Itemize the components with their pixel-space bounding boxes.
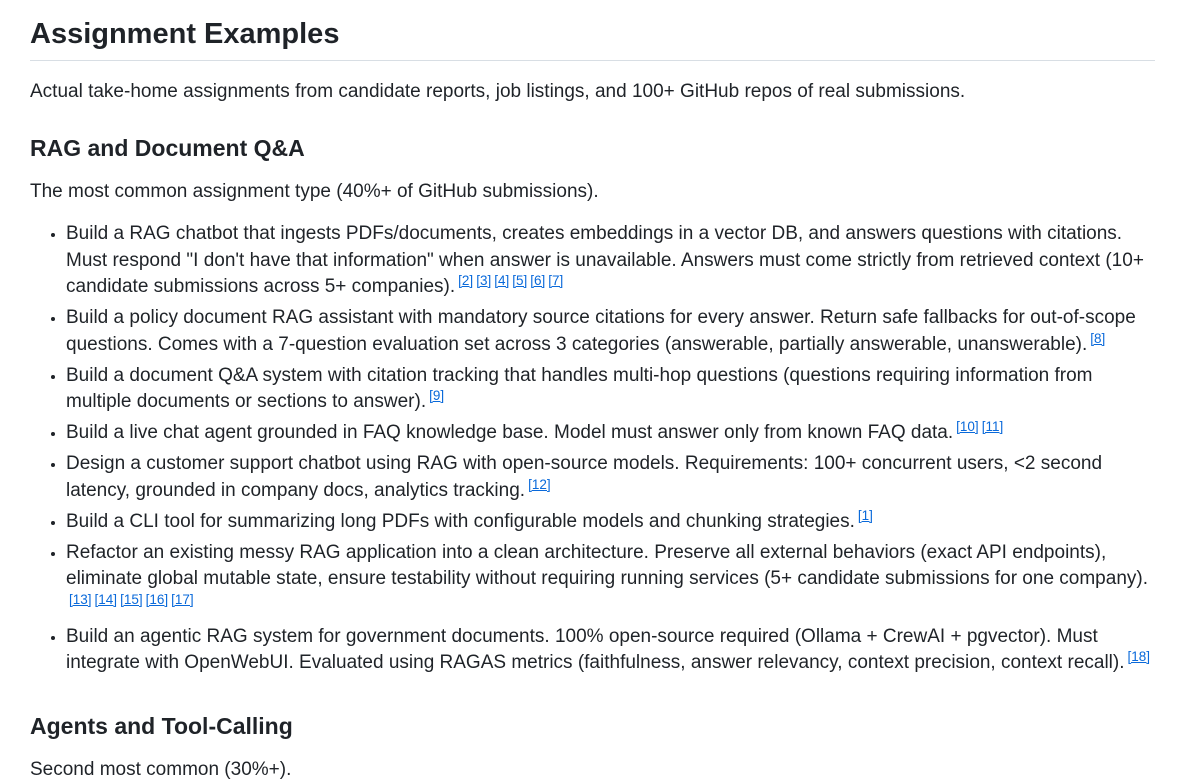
- list-item-text: Build a document Q&A system with citation tracking that handles multi-hop questions (questions requiring information from multiple documents or sections to answer).: [66, 364, 1093, 412]
- citation-link[interactable]: [12]: [528, 476, 551, 492]
- section-heading-rag: RAG and Document Q&A: [30, 135, 305, 161]
- citation-link[interactable]: [4]: [494, 273, 510, 288]
- citation-link[interactable]: [17]: [171, 591, 194, 607]
- list-item-text: Build a policy document RAG assistant with mandatory source citations for every answer. Return safe fallbacks for out-of-scope questions. Comes with a 7-question evaluation set across 3 categories (answerable, partially answerable, unanswerable).: [66, 307, 1136, 355]
- list-item-text: Build a live chat agent grounded in FAQ knowledge base. Model must answer only from known FAQ data.: [66, 422, 954, 443]
- citation-link[interactable]: [18]: [1127, 649, 1151, 664]
- list-item-text: Refactor an existing messy RAG application into a clean architecture. Preserve all external behaviors (exact API endpoints), eliminate global mutable state, ensure testability without requiring running services (5+ candidate submissions for one company).: [66, 541, 1148, 589]
- section-lead-agents: Second most common (30%+).: [30, 758, 292, 780]
- intro-paragraph: Actual take-home assignments from candidate reports, job listings, and 100+ GitHub repos of real submissions.: [30, 81, 966, 102]
- citation-link[interactable]: [16]: [145, 591, 169, 607]
- citation-link[interactable]: [13]: [69, 591, 92, 607]
- list-item-text: Build a RAG chatbot that ingests PDFs/documents, creates embeddings in a vector DB, and answers questions with citations. Must respond "I don't have that information" when answer is unavailable. Answers must come strictly from retrieved context (10+ candidate submissions across 5+ companies).: [66, 223, 1144, 297]
- citation-link[interactable]: [14]: [94, 591, 118, 607]
- list-item-text: Build an agentic RAG system for government documents. 100% open-source required (Ollama + CrewAI + pgvector). Must integrate with OpenWebUI. Evaluated using RAGAS metrics (faithfulness, answer relevancy, context precision, context recall).: [66, 625, 1125, 673]
- assignment-list: [30, 221, 1155, 677]
- citation-link[interactable]: [9]: [429, 388, 445, 403]
- list-item: [66, 624, 1155, 677]
- citation-link[interactable]: [5]: [512, 273, 528, 288]
- citation-link[interactable]: [1]: [857, 507, 873, 523]
- citation-link[interactable]: [2]: [458, 273, 474, 288]
- list-item-text: Design a customer support chatbot using RAG with open-source models. Requirements: 100+ concurrent users, <2 second latency, grounded in company docs, analytics tracking.: [66, 453, 1103, 501]
- citation-link[interactable]: [11]: [981, 419, 1004, 434]
- list-item-text: Build a CLI tool for summarizing long PDFs with configurable models and chunking strategies.: [66, 510, 855, 532]
- list-item: [66, 451, 1155, 504]
- list-item: [66, 540, 1155, 620]
- citation-link[interactable]: [10]: [956, 419, 979, 434]
- list-item: [66, 509, 1155, 536]
- citation-link[interactable]: [6]: [530, 273, 546, 288]
- list-item: [66, 221, 1155, 301]
- citation-link[interactable]: [8]: [1090, 330, 1106, 346]
- list-item: [66, 305, 1155, 358]
- list-item: [66, 363, 1155, 416]
- citation-link[interactable]: [7]: [548, 273, 564, 288]
- section-lead-rag: The most common assignment type (40%+ of GitHub submissions).: [30, 181, 599, 202]
- citation-link[interactable]: [3]: [476, 273, 492, 288]
- page-title: Assignment Examples: [30, 0, 1155, 61]
- list-item: [66, 420, 1155, 447]
- section-heading-agents: Agents and Tool-Calling: [30, 712, 293, 739]
- citation-link[interactable]: [15]: [120, 591, 143, 607]
